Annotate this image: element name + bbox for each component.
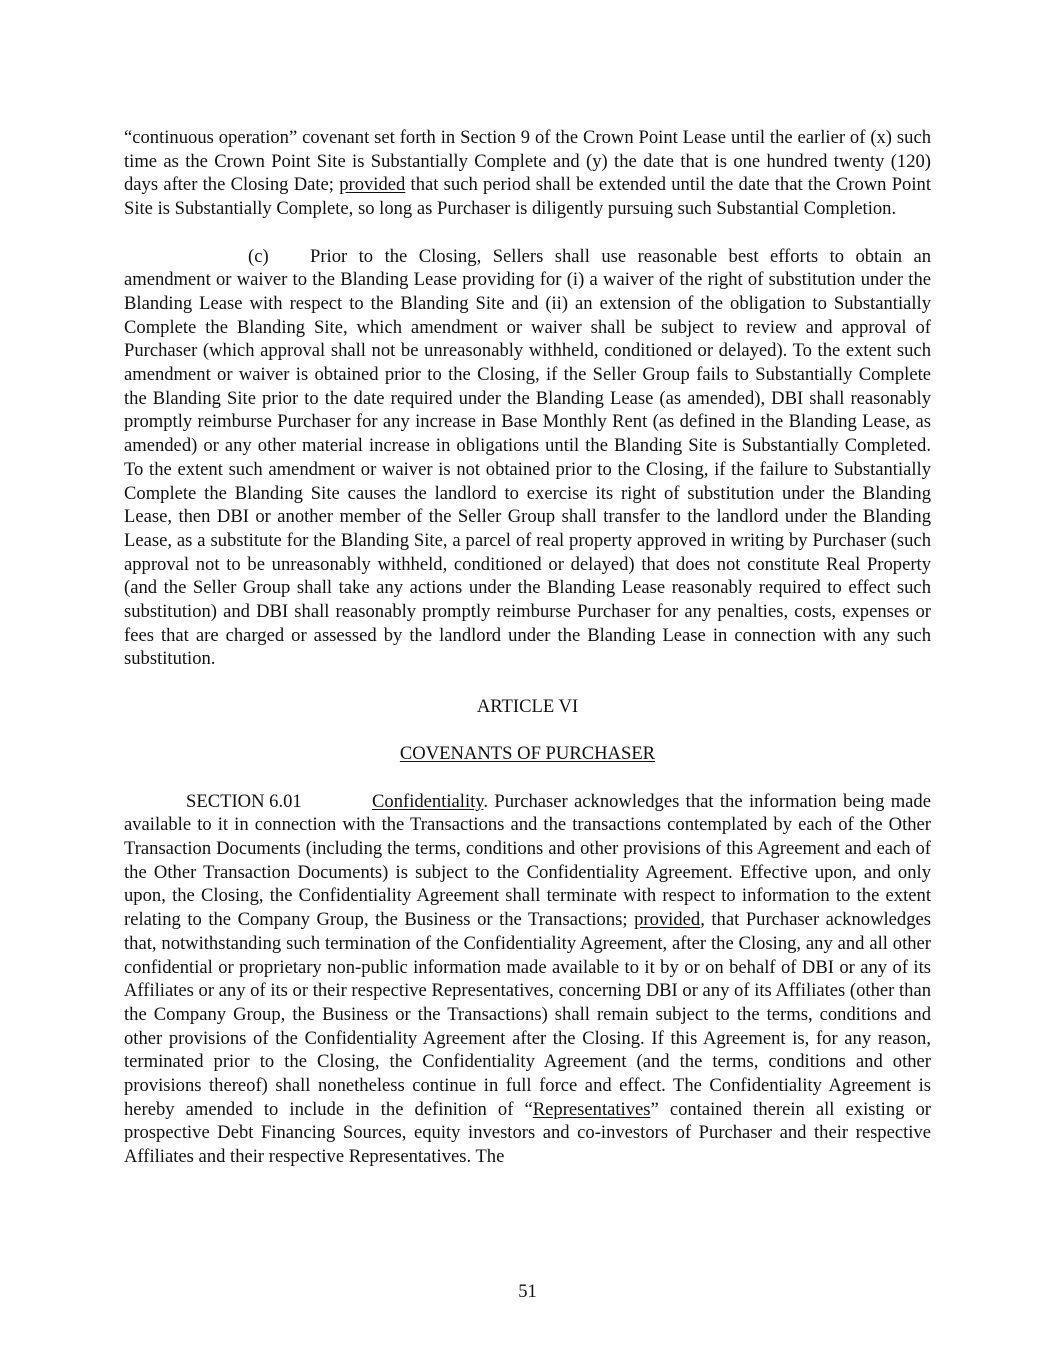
paragraph-text: that such period shall be extended until the date that the Crown Point Site is Substantially Complete, so long as Purchaser is diligently pursuing such Substantial Completion.: [124, 174, 931, 220]
defined-term-representatives: Representatives: [532, 1098, 651, 1120]
page-number: 51: [518, 1281, 537, 1302]
provided-term: provided: [339, 174, 406, 196]
paragraph-continuation: [124, 126, 931, 221]
section-6-01: [124, 790, 931, 1169]
provided-term: provided: [634, 909, 701, 931]
article-title: [124, 742, 931, 766]
section-number: SECTION 6.01: [186, 790, 302, 812]
article-title-text: COVENANTS OF PURCHASER: [399, 743, 656, 765]
paragraph-c: [124, 245, 931, 672]
paragraph-text: . Purchaser acknowledges that the information being made available to it in connection with the Transactions and the transactions contemplated by each of the Other Transaction Documents (including the terms, conditions and other provisions of this Agreement and each of the Other Transaction Documents) is subject to the Confidentiality Agreement. Effective upon, and only upon, the Closing, the Confidentiality Agreement shall terminate with respect to information to the extent relating to the Company Group, the Business or the Transactions;: [124, 790, 931, 931]
paragraph-text: “continuous operation” covenant set forth in Section 9 of the Crown Point Lease until the earlier of (x) such time as the Crown Point Site is Substantially Complete and (y) the date that is one hundred twenty (120) days after the Closing Date;: [124, 127, 931, 196]
paragraph-text: ” contained therein all existing or prospective Debt Financing Sources, equity investors and co-investors of Purchaser and their respective Affiliates and their respective Representatives. The: [124, 1098, 931, 1168]
paragraph-text: Prior to the Closing, Sellers shall use reasonable best efforts to obtain an amendment or waiver to the Blanding Lease providing for (i) a waiver of the right of substitution under the Blanding Lease with respect to the Blanding Site and (ii) an extension of the obligation to Substantially Complete the Blanding Site, which amendment or waiver shall be subject to review and approval of Purchaser (which approval shall not be unreasonably withheld, conditioned or delayed). To the extent such amendment or waiver is obtained prior to the Closing, if the Seller Group fails to Substantially Complete the Blanding Site prior to the date required under the Blanding Lease (as amended), DBI shall reasonably promptly reimburse Purchaser for any increase in Base Monthly Rent (as defined in the Blanding Lease, as amended) or any other material increase in obligations until the Blanding Site is Substantially Completed. To the extent such amendment or waiver is not obtained prior to the Closing, if the failure to Substantially Complete the Blanding Site causes the landlord to exercise its right of substitution under the Blanding Lease, then DBI or another member of the Seller Group shall transfer to the landlord under the Blanding Lease, as a substitute for the Blanding Site, a parcel of real property approved in writing by Purchaser (such approval not to be unreasonably withheld, conditioned or delayed) that does not constitute Real Property (and the Seller Group shall take any actions under the Blanding Lease reasonably required to effect such substitution) and DBI shall reasonably promptly reimburse Purchaser for any penalties, costs, expenses or fees that are charged or assessed by the landlord under the Blanding Lease in connection with any such substitution.: [124, 245, 931, 670]
article-number: ARTICLE VI: [476, 695, 579, 717]
paragraph-text: , that Purchaser acknowledges that, notwithstanding such termination of the Confidentiality Agreement, after the Closing, any and all other confidential or proprietary non-public information made available to it by or on behalf of DBI or any of its Affiliates or any of its or their respective Representatives, concerning DBI or any of its Affiliates (other than the Company Group, the Business or the Transactions) shall remain subject to the terms, conditions and other provisions of the Confidentiality Agreement after the Closing. If this Agreement is, for any reason, terminated prior to the Closing, the Confidentiality Agreement (and the terms, conditions and other provisions thereof) shall nonetheless continue in full force and effect. The Confidentiality Agreement is hereby amended to include in the definition of “: [124, 909, 931, 1120]
section-heading: Confidentiality: [372, 790, 484, 812]
clause-label: (c): [248, 245, 269, 267]
document-page: [124, 126, 931, 1169]
